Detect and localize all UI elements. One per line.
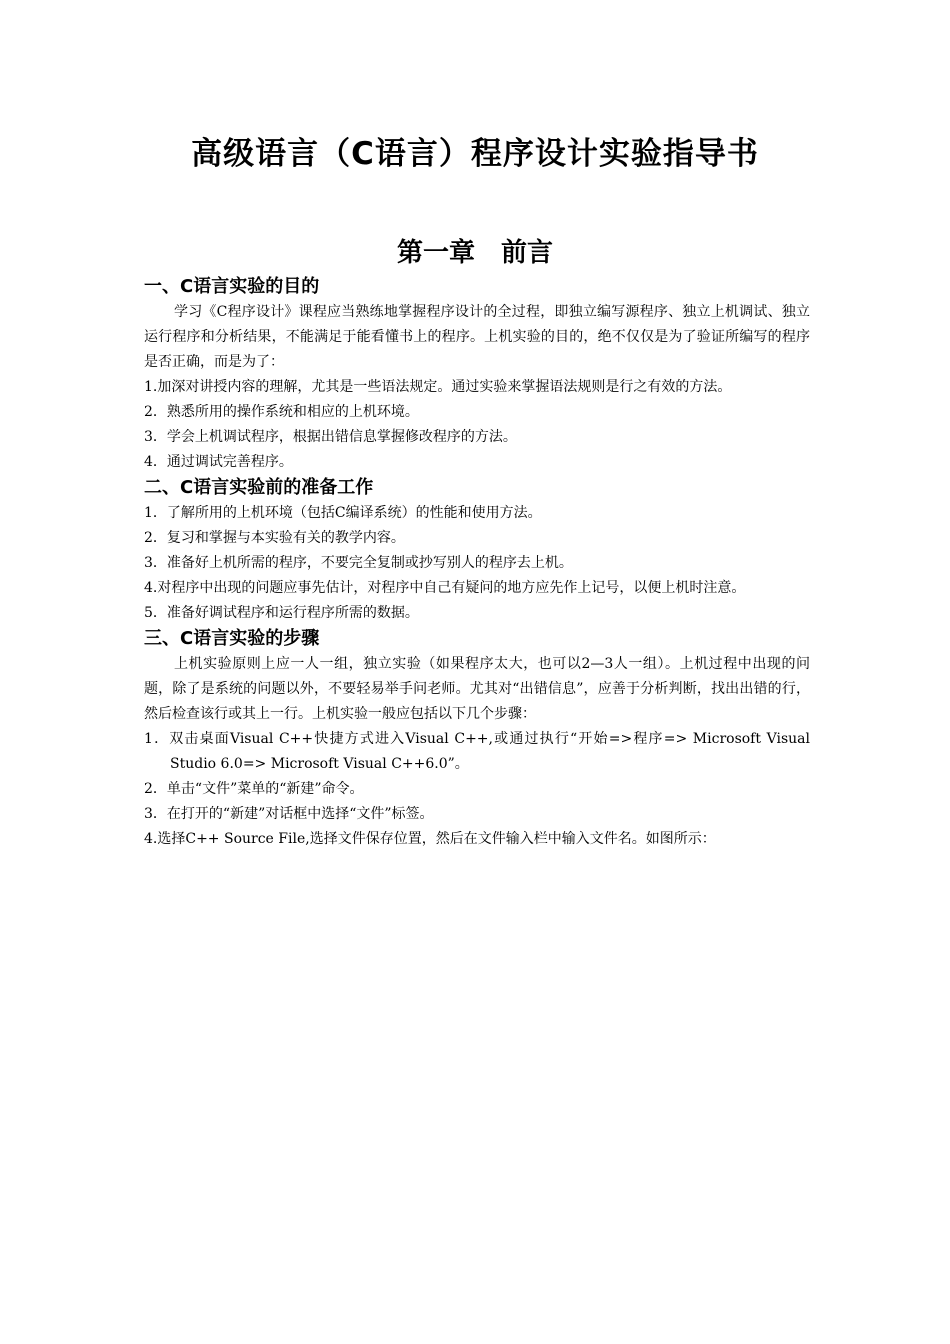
document-body bbox=[144, 274, 810, 852]
section-heading-purpose: 一、C语言实验的目的 bbox=[144, 276, 320, 297]
section-heading-steps: 三、C语言实验的步骤 bbox=[144, 628, 320, 649]
paragraph-purpose-intro: 学习《C程序设计》课程应当熟练地掌握程序设计的全过程，即独立编写源程序、独立上机调试、独立运行程序和分析结果，不能满足于能看懂书上的程序。上机实验的目的，绝不仅仅是为了验证所编写的程序是否正确，而是为了： bbox=[144, 304, 810, 370]
list-item: 2．单击“文件”菜单的“新建”命令。 bbox=[144, 781, 364, 797]
list-item: 3．学会上机调试程序，根据出错信息掌握修改程序的方法。 bbox=[144, 429, 517, 445]
list-item: 3．在打开的“新建”对话框中选择“文件”标签。 bbox=[144, 806, 434, 822]
paragraph-steps-intro: 上机实验原则上应一人一组，独立实验（如果程序太大，也可以2—3人一组）。上机过程中出现的问题，除了是系统的问题以外，不要轻易举手问老师。尤其对“出错信息”，应善于分析判断，找出出错的行，然后检查该行或其上一行。上机实验一般应包括以下几个步骤： bbox=[144, 656, 810, 722]
chapter-title: 第一章 前言 bbox=[396, 238, 553, 268]
list-item: 3．准备好上机所需的程序，不要完全复制或抄写别人的程序去上机。 bbox=[144, 555, 573, 571]
document-title: 高级语言（C语言）程序设计实验指导书 bbox=[191, 136, 759, 172]
list-item: 5．准备好调试程序和运行程序所需的数据。 bbox=[144, 605, 419, 621]
list-item: 4.对程序中出现的问题应事先估计，对程序中自己有疑问的地方应先作上记号，以便上机时注意。 bbox=[144, 580, 746, 596]
section-heading-preparation: 二、C语言实验前的准备工作 bbox=[144, 477, 374, 498]
list-item: 2．复习和掌握与本实验有关的教学内容。 bbox=[144, 530, 405, 546]
list-item: 4.选择C++ Source File,选择文件保存位置，然后在文件输入栏中输入文件名。如图所示： bbox=[144, 831, 716, 847]
list-item: 2．熟悉所用的操作系统和相应的上机环境。 bbox=[144, 404, 419, 420]
list-item: 4．通过调试完善程序。 bbox=[144, 454, 293, 470]
list-item: 1．双击桌面Visual C++快捷方式进入Visual C++,或通过执行“开始=>程序=> Microsoft Visual Studio 6.0=> Microsoft Visual C++6.0”。 bbox=[144, 731, 810, 772]
list-item: 1．了解所用的上机环境（包括C编译系统）的性能和使用方法。 bbox=[144, 505, 542, 521]
list-item: 1.加深对讲授内容的理解，尤其是一些语法规定。通过实验来掌握语法规则是行之有效的方法。 bbox=[144, 379, 732, 395]
